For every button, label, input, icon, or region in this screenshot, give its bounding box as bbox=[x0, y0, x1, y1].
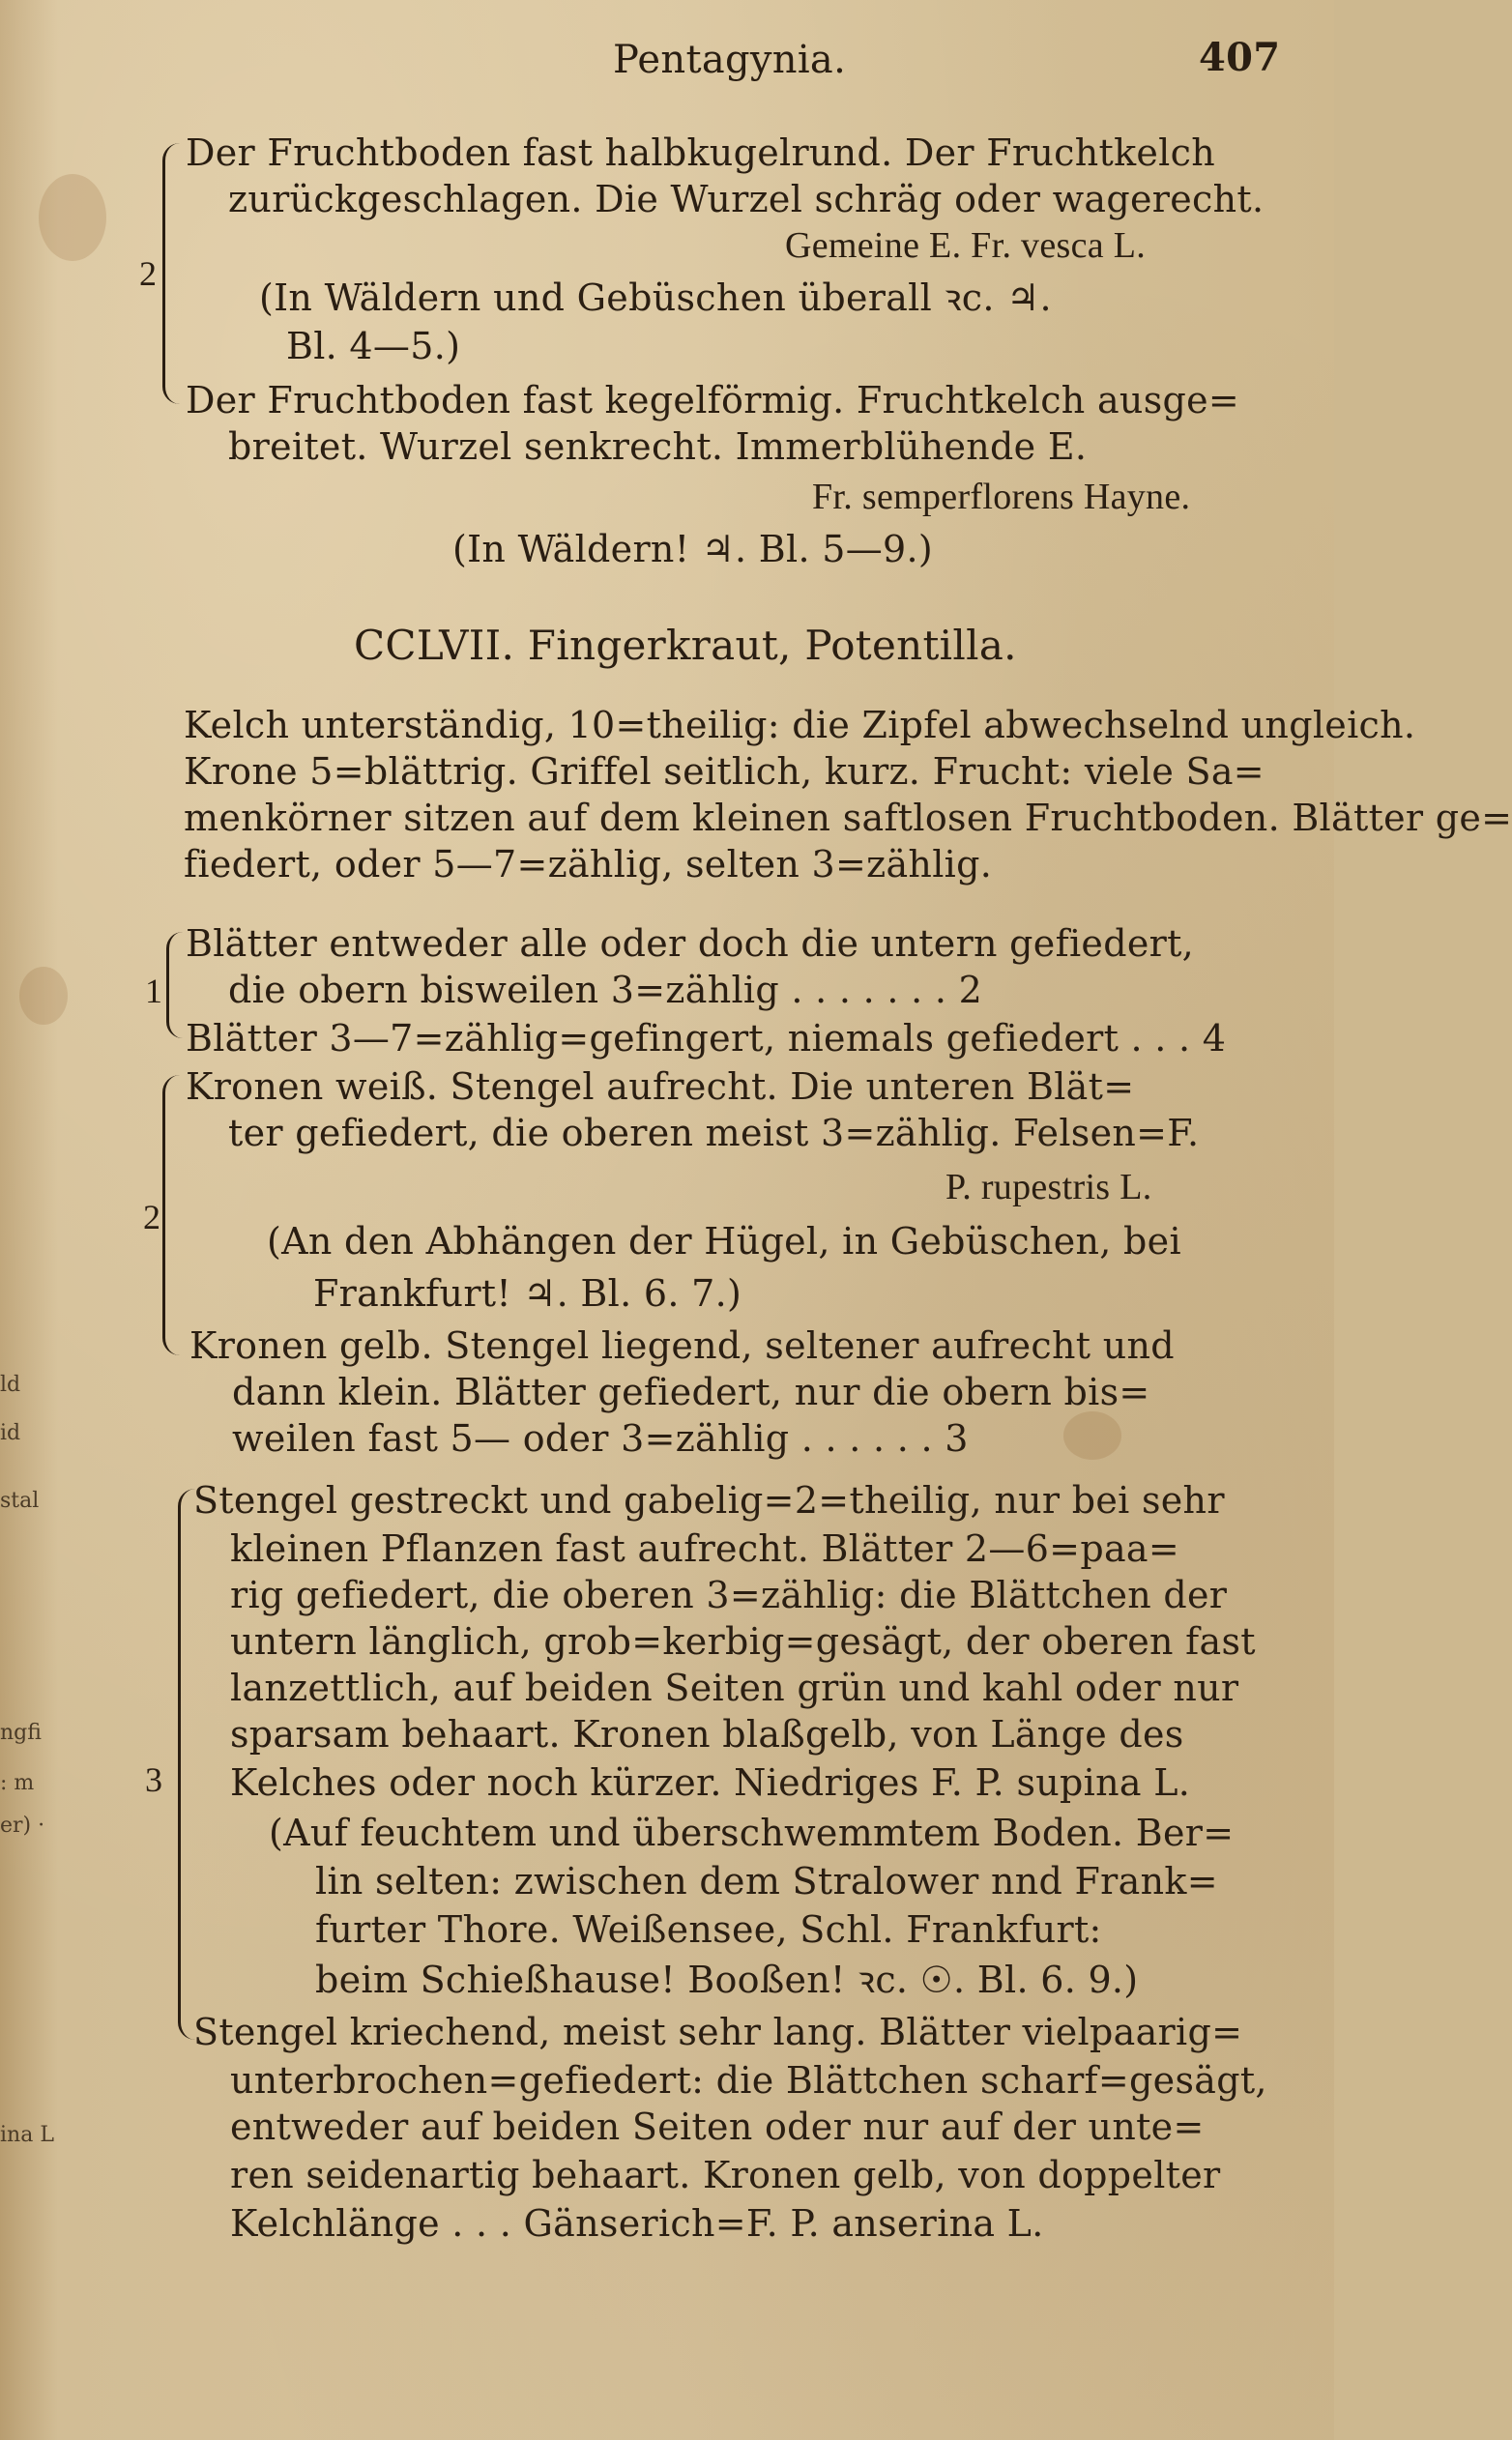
key-line: ter gefiedert, die oberen meist 3=zählig. Felsen=F. bbox=[228, 1112, 1200, 1154]
key-brace bbox=[178, 1489, 202, 2040]
habitat-note: (Auf feuchtem und überschwemmtem Boden. Ber= bbox=[269, 1812, 1235, 1854]
margin-fragment: ld bbox=[0, 1373, 21, 1397]
key-line: ren seidenartig behaart. Kronen gelb, von doppelter bbox=[230, 2154, 1221, 2196]
key-number: 3 bbox=[145, 1760, 162, 1799]
foxing-spot bbox=[19, 967, 68, 1025]
key-number: 2 bbox=[143, 1198, 160, 1236]
foxing-spot bbox=[39, 174, 106, 261]
key-line: lanzettlich, auf beiden Seiten grün und kahl oder nur bbox=[230, 1667, 1239, 1709]
page-number: 407 bbox=[1199, 35, 1281, 80]
margin-fragment: ina L bbox=[0, 2123, 54, 2147]
genus-description: menkörner sitzen auf dem kleinen saftlosen Fruchtboden. Blätter ge= bbox=[184, 797, 1512, 839]
key-line: kleinen Pflanzen fast aufrecht. Blätter 2—6=paa= bbox=[230, 1527, 1179, 1570]
key-brace bbox=[162, 143, 187, 404]
key-line: Kelchlänge . . . Gänserich=F. P. anserina L. bbox=[230, 2202, 1044, 2245]
foxing-spot bbox=[1063, 1411, 1121, 1460]
margin-fragment: : m bbox=[0, 1771, 35, 1795]
genus-title: CCLVII. Fingerkraut, Potentilla. bbox=[354, 622, 1017, 669]
key-line: entweder auf beiden Seiten oder nur auf der unte= bbox=[230, 2106, 1205, 2148]
running-title: Pentagynia. bbox=[613, 38, 847, 82]
key-line: untern länglich, grob=kerbig=gesägt, der oberen fast bbox=[230, 1620, 1256, 1663]
habitat-note: furter Thore. Weißensee, Schl. Frankfurt: bbox=[315, 1908, 1102, 1951]
habitat-note: lin selten: zwischen dem Stralower nnd Frank= bbox=[315, 1860, 1218, 1903]
key-line: dann klein. Blätter gefiedert, nur die obern bis= bbox=[232, 1371, 1150, 1413]
genus-description: Kelch unterständig, 10=theilig: die Zipfel abwechselnd ungleich. bbox=[184, 704, 1416, 746]
genus-description: Krone 5=blättrig. Griffel seitlich, kurz. Frucht: viele Sa= bbox=[184, 750, 1265, 793]
key-number: 2 bbox=[139, 254, 157, 293]
habitat-note: (An den Abhängen der Hügel, in Gebüschen, bei bbox=[267, 1220, 1181, 1263]
habitat-note: (In Wäldern! ♃. Bl. 5—9.) bbox=[452, 528, 933, 570]
habitat-note: beim Schießhause! Booßen! ꝛc. ☉. Bl. 6. 9.) bbox=[315, 1959, 1139, 2001]
habitat-note: (In Wäldern und Gebüschen überall ꝛc. ♃. bbox=[259, 276, 1052, 319]
habitat-note: Frankfurt! ♃. Bl. 6. 7.) bbox=[313, 1272, 742, 1315]
key-line: unterbrochen=gefiedert: die Blättchen scharf=gesägt, bbox=[230, 2059, 1267, 2102]
key-line: Blätter entweder alle oder doch die untern gefiedert, bbox=[186, 922, 1195, 965]
key-line: zurückgeschlagen. Die Wurzel schräg oder wagerecht. bbox=[228, 178, 1265, 220]
margin-fragment: er) · bbox=[0, 1814, 45, 1838]
key-brace bbox=[162, 1075, 187, 1355]
species-name: P. rupestris L. bbox=[945, 1167, 1152, 1207]
key-line: die obern bisweilen 3=zählig . . . . . . . 2 bbox=[228, 969, 983, 1011]
key-line: breitet. Wurzel senkrecht. Immerblühende E. bbox=[228, 425, 1088, 468]
key-line: Kronen gelb. Stengel liegend, seltener aufrecht und bbox=[189, 1324, 1175, 1367]
species-name: Fr. semperflorens Hayne. bbox=[812, 477, 1191, 517]
key-line: sparsam behaart. Kronen blaßgelb, von Länge des bbox=[230, 1713, 1184, 1756]
habitat-note: Bl. 4—5.) bbox=[286, 325, 461, 367]
key-line: Der Fruchtboden fast halbkugelrund. Der Fruchtkelch bbox=[186, 131, 1215, 174]
key-line: Der Fruchtboden fast kegelförmig. Fruchtkelch ausge= bbox=[186, 379, 1240, 421]
species-name: Gemeine E. Fr. vesca L. bbox=[785, 225, 1147, 266]
key-line: Kelches oder noch kürzer. Niedriges F. P. supina L. bbox=[230, 1761, 1191, 1804]
genus-description: fiedert, oder 5—7=zählig, selten 3=zählig. bbox=[184, 843, 993, 886]
key-line: Stengel gestreckt und gabelig=2=theilig, nur bei sehr bbox=[193, 1479, 1225, 1522]
margin-fragment: stal bbox=[0, 1489, 40, 1513]
margin-fragment: ngfi bbox=[0, 1721, 42, 1745]
key-brace bbox=[166, 932, 183, 1038]
margin-fragment: id bbox=[0, 1421, 21, 1445]
key-line: weilen fast 5— oder 3=zählig . . . . . . 3 bbox=[232, 1417, 969, 1460]
key-line: rig gefiedert, die oberen 3=zählig: die Blättchen der bbox=[230, 1574, 1228, 1616]
key-line: Blätter 3—7=zählig=gefingert, niemals gefiedert . . . 4 bbox=[186, 1017, 1227, 1060]
key-number: 1 bbox=[145, 972, 162, 1010]
key-line: Kronen weiß. Stengel aufrecht. Die unteren Blät= bbox=[186, 1065, 1135, 1108]
key-line: Stengel kriechend, meist sehr lang. Blätter vielpaarig= bbox=[193, 2011, 1243, 2053]
